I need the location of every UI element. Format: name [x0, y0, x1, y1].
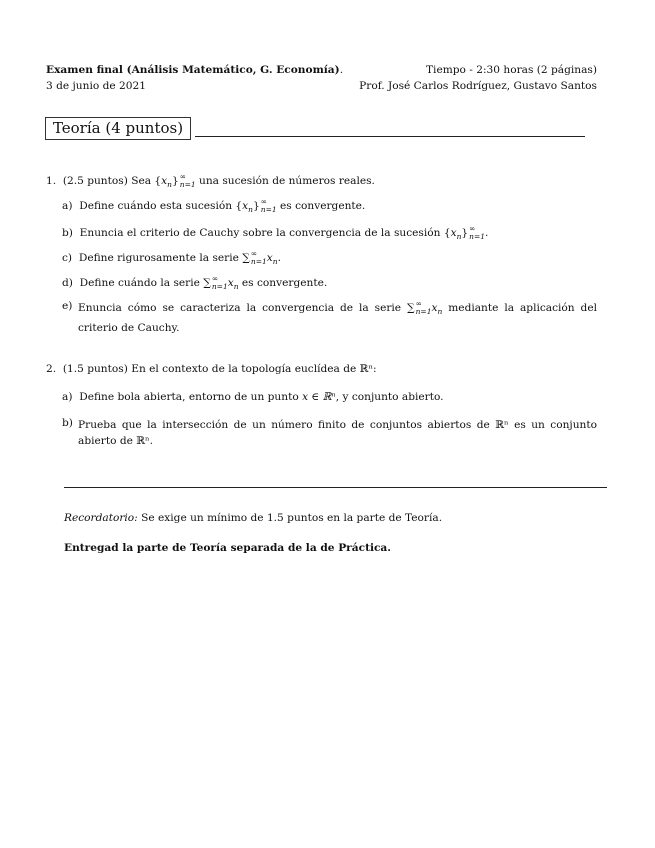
series-math: [203, 274, 239, 292]
sum-upper: ∞: [250, 249, 258, 258]
item-text: mediante la aplicación del criterio de Cauchy.: [78, 302, 597, 335]
item-label: a): [62, 391, 73, 403]
item-label: b): [62, 227, 73, 239]
item-label: d): [62, 277, 73, 289]
point-math: x ∈ ℝⁿ: [302, 391, 336, 403]
q2-item-b-label: b): [62, 417, 73, 429]
reminder-text: Se exige un mínimo de 1.5 puntos en la parte de Teoría.: [137, 512, 443, 524]
q1-item-d: [62, 275, 327, 291]
sigma: ∑: [242, 252, 250, 264]
sum-lower: n=1: [250, 257, 267, 266]
seq-var: x: [450, 227, 457, 239]
seq-limits: [180, 173, 196, 189]
sum-upper: ∞: [211, 274, 219, 283]
seq-close: }: [253, 200, 260, 212]
sum-upper: ∞: [415, 299, 422, 308]
sum-sub: n: [437, 307, 443, 317]
seq-limits: [261, 198, 277, 214]
seq-open: {: [443, 227, 451, 239]
question-1: [46, 173, 375, 189]
q2-item-b: Prueba que la intersección de un número finito de conjuntos abiertos de ℝⁿ es un conjunto abierto de ℝⁿ.: [78, 419, 597, 447]
item-text: es convergente.: [276, 200, 366, 212]
question-number: 2.: [46, 363, 57, 375]
reminder-label: Recordatorio:: [64, 512, 138, 524]
sigma: ∑: [407, 302, 415, 314]
professors: Prof. José Carlos Rodríguez, Gustavo Santos: [359, 80, 597, 92]
item-text: Define bola abierta, entorno de un punto: [79, 391, 303, 403]
item-text: .: [277, 252, 281, 264]
seq-upper: ∞: [260, 197, 267, 206]
seq-lower: n=1: [469, 232, 486, 241]
sum-limits: [251, 250, 267, 266]
q1-item-c: [62, 250, 281, 266]
series-math: [242, 249, 278, 267]
sequence-math: [443, 224, 486, 242]
item-text: Define rigurosamente la serie: [78, 252, 243, 264]
sequence-math: [154, 172, 196, 190]
q1-item-a: [62, 198, 365, 214]
item-text: Enuncia cómo se caracteriza la convergencia de la serie: [78, 302, 408, 314]
question-number: 1.: [46, 175, 57, 187]
sum-limits: [416, 300, 432, 316]
question-text: (1.5 puntos) En el contexto de la topología euclídea de ℝⁿ:: [62, 363, 377, 375]
sum-sub: n: [233, 282, 239, 292]
exam-time: Tiempo - 2:30 horas (2 páginas): [425, 64, 597, 76]
sum-limits: [212, 275, 228, 291]
instruction: Entregad la parte de Teoría separada de la de Práctica.: [64, 542, 391, 554]
exam-title-dot: .: [339, 64, 344, 76]
reminder: [64, 512, 442, 524]
seq-lower: n=1: [260, 205, 277, 214]
q1-item-b: [62, 225, 488, 241]
item-label: a): [62, 200, 73, 212]
question-text: (2.5 puntos) Sea: [62, 175, 155, 187]
sequence-math: [235, 197, 277, 215]
question-2: [46, 363, 377, 375]
seq-open: {: [235, 200, 243, 212]
item-text: , y conjunto abierto.: [335, 391, 444, 403]
sum-lower: n=1: [211, 282, 228, 291]
q1-item-e-label: e): [62, 300, 73, 312]
sum-var: x: [266, 252, 273, 264]
exam-title: [46, 64, 343, 76]
seq-close: }: [461, 227, 469, 239]
item-text: Define cuándo esta sucesión: [79, 200, 236, 212]
series-math: [407, 299, 443, 317]
sum-lower: n=1: [415, 307, 432, 316]
q2-item-a: [62, 391, 444, 403]
seq-var: x: [242, 200, 249, 212]
seq-sub: n: [167, 180, 172, 190]
item-text: Enuncia el criterio de Cauchy sobre la convergencia de la sucesión: [79, 227, 444, 239]
seq-lower: n=1: [179, 180, 196, 189]
seq-sub: n: [248, 205, 253, 215]
sum-var: x: [431, 302, 438, 314]
exam-title-text: Examen final (Análisis Matemático, G. Economía): [46, 64, 340, 76]
sum-var: x: [227, 277, 234, 289]
section-title: Teoría (4 puntos): [45, 117, 191, 140]
seq-limits: [469, 225, 485, 241]
sigma: ∑: [203, 277, 211, 289]
seq-upper: ∞: [179, 172, 186, 181]
seq-close: }: [172, 175, 179, 187]
item-label: c): [62, 252, 73, 264]
item-text: .: [485, 227, 489, 239]
seq-sub: n: [456, 232, 462, 242]
exam-date: 3 de junio de 2021: [46, 80, 146, 92]
seq-upper: ∞: [469, 224, 476, 233]
seq-open: {: [154, 175, 162, 187]
sum-sub: n: [272, 257, 278, 267]
question-text: una sucesión de números reales.: [195, 175, 375, 187]
item-text: es convergente.: [238, 277, 328, 289]
divider: [64, 487, 607, 488]
item-text: Define cuándo la serie: [79, 277, 204, 289]
section-underline: [195, 136, 585, 137]
seq-var: x: [161, 175, 168, 187]
q1-item-e: [78, 300, 597, 336]
